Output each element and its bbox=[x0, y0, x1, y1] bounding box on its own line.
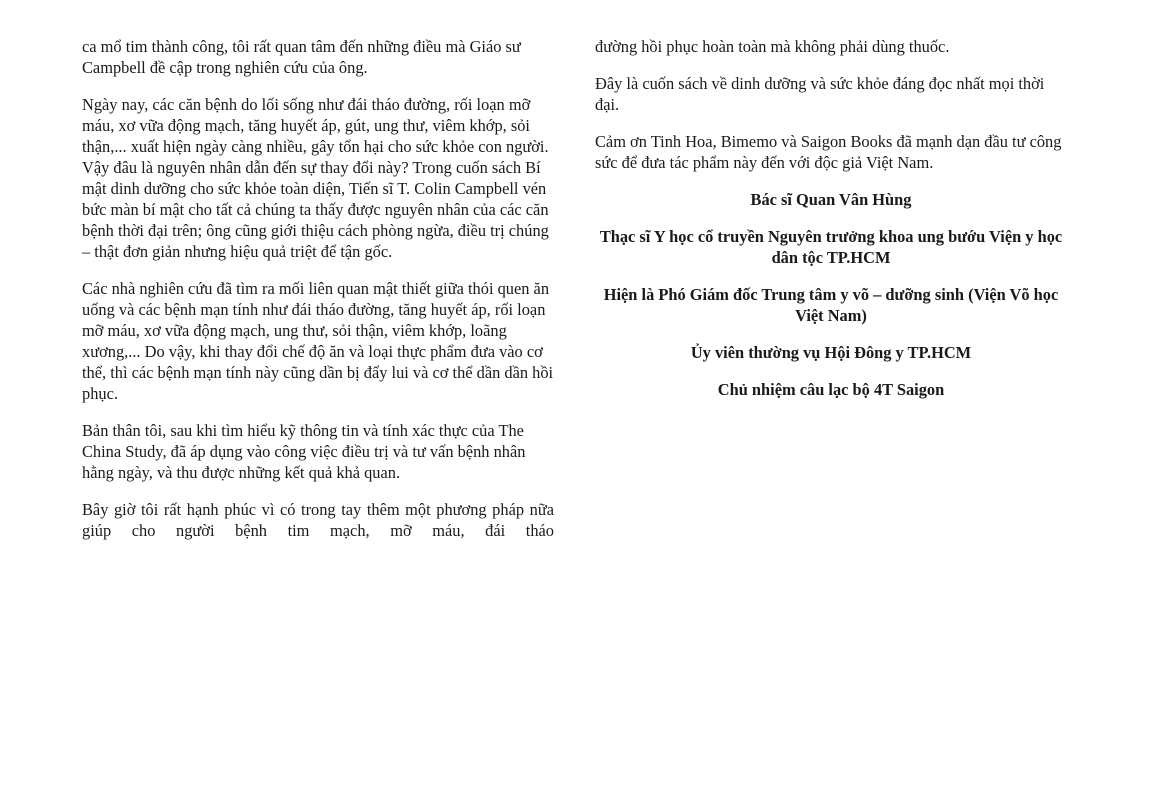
paragraph: ca mổ tim thành công, tôi rất quan tâm đến những điều mà Giáo sư Campbell đề cập trong nghiên cứu của ông. bbox=[82, 37, 521, 77]
signature-title: Chủ nhiệm câu lạc bộ 4T Saigon bbox=[717, 380, 945, 399]
signature-title: Thạc sĩ Y học cổ truyền Nguyên trưởng khoa ung bướu Viện y học dân tộc TP.HCM bbox=[599, 227, 1063, 267]
paragraph: Bản thân tôi, sau khi tìm hiểu kỹ thông tin và tính xác thực của The China Study, đã áp dụng vào công việc điều trị và tư vấn bệnh nhân hằng ngày, và thu được những kết quả khả quan. bbox=[82, 421, 526, 482]
paragraph: Cảm ơn Tinh Hoa, Bimemo và Saigon Books đã mạnh dạn đầu tư công sức để đưa tác phẩm này đến với độc giả Việt Nam. bbox=[595, 132, 1062, 172]
paragraph: Ngày nay, các căn bệnh do lối sống như đái tháo đường, rối loạn mỡ máu, xơ vữa động mạch, tăng huyết áp, gút, ung thư, viêm khớp, sỏi thận,... xuất hiện ngày càng nhiều, gây tổn hại cho sức khỏe con người. Vậy đâu là nguyên nhân dẫn đến sự thay đổi này? Trong cuốn sách Bí mật dinh dưỡng cho sức khỏe toàn diện, Tiến sĩ T. Colin Campbell vén bức màn bí mật cho tất cả chúng ta thấy được nguyên nhân của các căn bệnh thời đại trên; ông cũng giới thiệu cách phòng ngừa, điều trị chúng – thật đơn giản nhưng hiệu quả triệt để tận gốc. bbox=[82, 95, 549, 261]
signature-name: Bác sĩ Quan Vân Hùng bbox=[750, 190, 912, 209]
signature-title: Ủy viên thường vụ Hội Đông y TP.HCM bbox=[690, 343, 972, 362]
right-page-column bbox=[595, 36, 1067, 416]
paragraph: Đây là cuốn sách về dinh dưỡng và sức khỏe đáng đọc nhất mọi thời đại. bbox=[595, 74, 1045, 114]
left-page-column bbox=[82, 36, 554, 557]
paragraph: Bây giờ tôi rất hạnh phúc vì có trong tay thêm một phương pháp nữa giúp cho người bệnh tim mạch, mỡ máu, đái tháo bbox=[82, 500, 554, 540]
paragraph: đường hồi phục hoàn toàn mà không phải dùng thuốc. bbox=[595, 37, 950, 56]
paragraph: Các nhà nghiên cứu đã tìm ra mối liên quan mật thiết giữa thói quen ăn uống và các bệnh mạn tính như đái tháo đường, tăng huyết áp, rối loạn mỡ máu, xơ vữa động mạch, ung thư, sỏi thận, viêm khớp, loãng xương,... Do vậy, khi thay đổi chế độ ăn và loại thực phẩm đưa vào cơ thể, thì các bệnh mạn tính này cũng dần bị đẩy lui và cơ thể dần dần hồi phục. bbox=[82, 279, 554, 403]
signature-title: Hiện là Phó Giám đốc Trung tâm y võ – dưỡng sinh (Viện Võ học Việt Nam) bbox=[603, 285, 1059, 325]
